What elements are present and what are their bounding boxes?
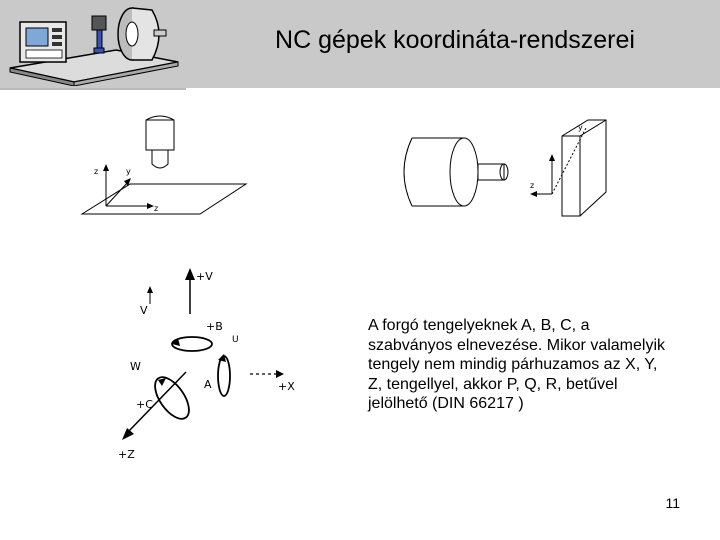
lathe-label-z: z — [530, 181, 535, 190]
nc-machine-logo-icon — [4, 4, 184, 86]
axes-label-plus-v: +V — [196, 270, 213, 283]
lathe-label-y: y — [578, 123, 583, 132]
axes-label-x: +X — [278, 380, 295, 393]
axes-label-u: U — [232, 335, 239, 345]
mill-label-z: z — [94, 167, 99, 176]
mill-coordinate-figure — [80, 110, 260, 220]
axes-label-z: +Z — [118, 448, 135, 461]
axes-label-plus-c: +C — [136, 398, 153, 411]
lathe-coordinate-figure — [392, 116, 622, 226]
slide-description: A forgó tengelyeknek A, B, C, a szabványos elnevezése. Mikor valamelyik tengely nem mindig párhuzamos az X, Y, Z, tengellyel, akkor P, Q, R, betűvel jelölhető (DIN 66217 ) — [368, 317, 666, 412]
axes-label-plus-b: +B — [206, 320, 223, 333]
mill-label-y: y — [126, 167, 131, 176]
axes-label-v: V — [140, 304, 148, 317]
mill-label-x: z — [154, 204, 159, 213]
axes-label-a: A — [204, 378, 212, 391]
slide-title: NC gépek koordináta-rendszerei — [275, 26, 635, 54]
rotary-axes-figure — [100, 262, 310, 472]
page-number: 11 — [665, 495, 680, 511]
slide-header — [0, 0, 720, 88]
header-divider — [0, 88, 186, 90]
axes-label-w: W — [130, 360, 141, 373]
